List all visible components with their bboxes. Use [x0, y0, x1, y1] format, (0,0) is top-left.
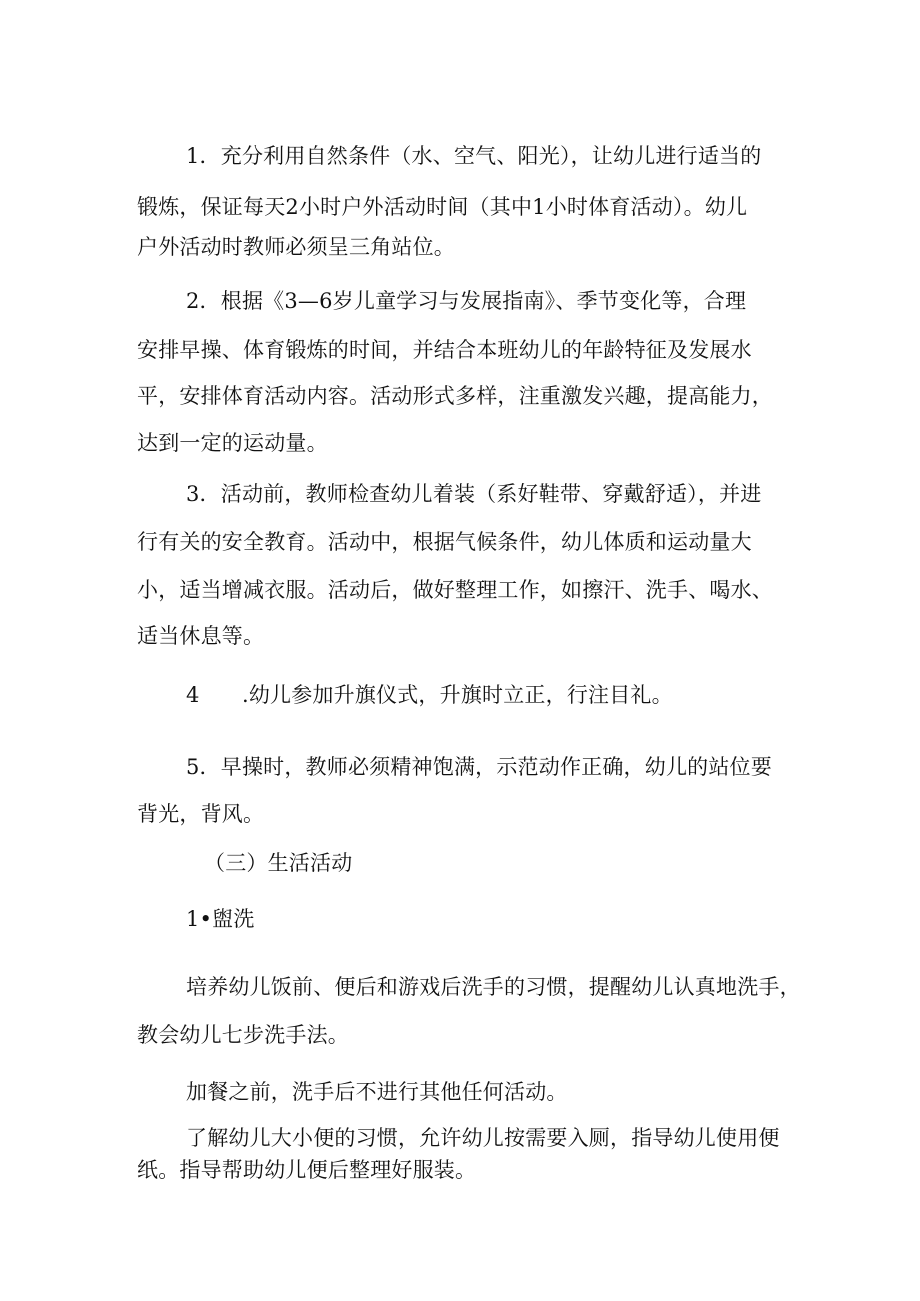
subsection-heading: 1•盥洗: [186, 907, 255, 931]
text-line: 2．根据《3—6岁儿童学习与发展指南》、季节变化等，合理: [186, 289, 747, 313]
section-heading: （三）生活活动: [204, 851, 353, 875]
text-line: 了解幼儿大小便的习惯，允许幼儿按需要入厕，指导幼儿使用便: [186, 1126, 780, 1150]
text-line: 3．活动前，教师检查幼儿着装（系好鞋带、穿戴舒适），并进: [186, 482, 762, 506]
text-line: 小，适当增减衣服。活动后，做好整理工作，如擦汗、洗手、喝水、: [137, 578, 773, 602]
text-line: 4 .幼儿参加升旗仪式，升旗时立正，行注目礼。: [186, 683, 673, 707]
text-line: 背光，背风。: [137, 802, 265, 826]
text-line: 达到一定的运动量。: [137, 431, 328, 455]
text-line: 平，安排体育活动内容。活动形式多样，注重激发兴趣，提高能力，: [137, 384, 773, 408]
text-line: 5．早操时，教师必须精神饱满，示范动作正确，幼儿的站位要: [186, 755, 772, 779]
text-line: 1．充分利用自然条件（水、空气、阳光），让幼儿进行适当的: [186, 144, 762, 168]
text-line: 纸。指导帮助幼儿便后整理好服装。: [137, 1158, 477, 1182]
text-line: 教会幼儿七步洗手法。: [137, 1023, 349, 1047]
text-line: 户外活动时教师必须呈三角站位。: [137, 235, 455, 259]
text-line: 锻炼，保证每天2小时户外活动时间（其中1小时体育活动）。幼儿: [137, 195, 748, 219]
text-line: 培养幼儿饭前、便后和游戏后洗手的习惯，提醒幼儿认真地洗手，: [186, 975, 801, 999]
text-line: 行有关的安全教育。活动中，根据气候条件，幼儿体质和运动量大: [137, 530, 752, 554]
text-line: 适当休息等。: [137, 624, 265, 648]
text-line: 加餐之前，洗手后不进行其他任何活动。: [186, 1080, 568, 1104]
text-line: 安排早操、体育锻炼的时间，并结合本班幼儿的年龄特征及发展水: [137, 338, 752, 362]
